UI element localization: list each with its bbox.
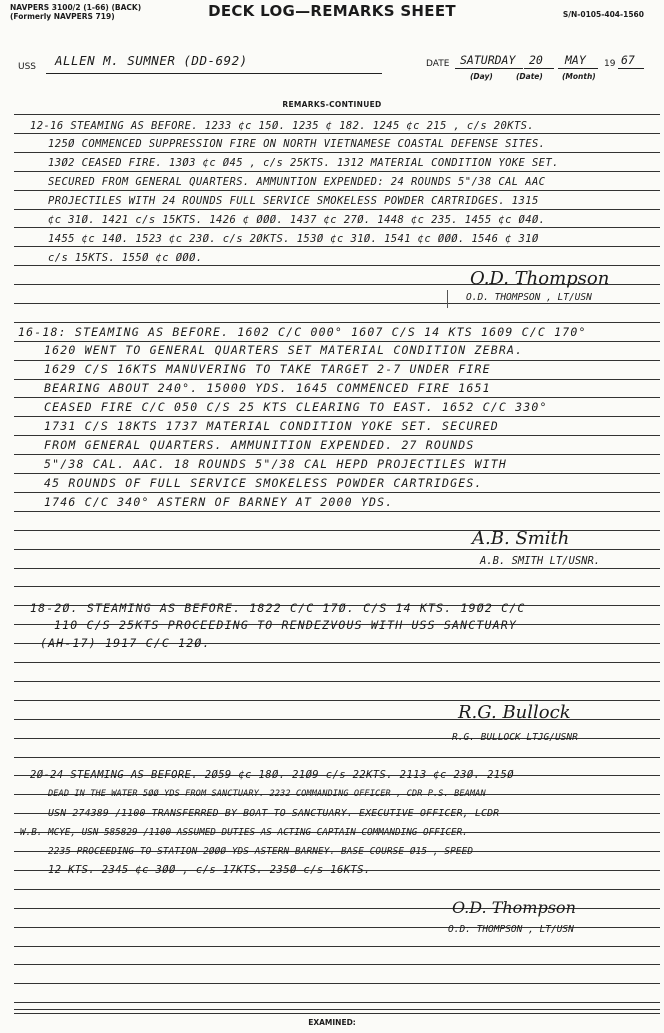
ruled-line	[14, 152, 660, 153]
date-label: DATE	[426, 59, 450, 69]
ship-name: ALLEN M. SUMNER (DD-692)	[55, 53, 248, 68]
entry-line: 110 C/S 25KTS PROCEEDING TO RENDEZVOUS WITH USS SANCTUARY	[54, 618, 518, 632]
signature-mark: O.D. Thompson	[452, 898, 576, 917]
signature-name: A.B. SMITH LT/USNR.	[480, 555, 601, 567]
ruled-line	[14, 511, 660, 512]
date-day: SATURDAY	[460, 53, 516, 67]
entry-line: ¢c 31Ø. 1421 c/s 15KTS. 1426 ¢ ØØØ. 1437 ¢c 27Ø. 1448 ¢c 235. 1455 ¢c Ø4Ø.	[48, 214, 546, 226]
ruled-line	[14, 322, 660, 323]
entry-line: 2Ø-24 STEAMING AS BEFORE. 2Ø59 ¢c 18Ø. 21Ø9 c/s 22KTS. 2113 ¢c 23Ø. 215Ø	[30, 769, 514, 781]
ruled-line	[14, 700, 660, 701]
signature-tick	[447, 290, 448, 308]
entry-line: CEASED FIRE C/C 050 C/S 25 KTS CLEARING TO EAST. 1652 C/C 330°	[44, 400, 548, 414]
form-number: NAVPERS 3100/2 (1-66) (BACK)	[10, 3, 142, 12]
date-day-line	[455, 68, 523, 69]
entry-line: DEAD IN THE WATER 5ØØ YDS FROM SANCTUARY. 2232 COMMANDING OFFICER , CDR P.S. BEAMAN	[48, 789, 486, 799]
ruled-line	[14, 983, 660, 984]
ruled-line	[14, 379, 660, 380]
ruled-line	[14, 473, 660, 474]
ruled-line	[14, 662, 660, 663]
ruled-line	[14, 454, 660, 455]
date-month-line	[558, 68, 598, 69]
entry-line: 1455 ¢c 14Ø. 1523 ¢c 23Ø. c/s 2ØKTS. 153Ø ¢c 31Ø. 1541 ¢c ØØØ. 1546 ¢ 31Ø	[48, 233, 539, 245]
date-year: 67	[621, 53, 635, 67]
date-date: 20	[529, 53, 543, 67]
entry-line: 13Ø2 CEASED FIRE. 13Ø3 ¢c Ø45 , c/s 25KTS. 1312 MATERIAL CONDITION YOKE SET.	[48, 157, 559, 169]
entry-line: 12 KTS. 2345 ¢c 3ØØ , c/s 17KTS. 235Ø c/s 16KTS.	[48, 864, 371, 876]
signature-mark: O.D. Thompson	[470, 268, 610, 289]
entry-line: 1629 C/S 16KTS MANUVERING TO TAKE TARGET 2-7 UNDER FIRE	[44, 362, 491, 376]
date-year-line	[618, 68, 644, 69]
ruled-line	[14, 568, 660, 569]
ruled-line	[14, 341, 660, 342]
entry-line: PROJECTILES WITH 24 ROUNDS FULL SERVICE SMOKELESS POWDER CARTRIDGES. 1315	[48, 195, 539, 207]
signature-name: O.D. THOMPSON , LT/USN	[448, 924, 574, 935]
signature-mark: R.G. Bullock	[458, 702, 571, 723]
ruled-line	[14, 1002, 660, 1003]
signature-mark: A.B. Smith	[472, 528, 570, 549]
ruled-line	[14, 435, 660, 436]
entry-line: 1746 C/C 340° ASTERN OF BARNEY AT 2000 YDS.	[44, 495, 394, 509]
ruled-line	[14, 133, 660, 134]
ruled-line	[14, 586, 660, 587]
date-day-caption: (Day)	[470, 72, 493, 81]
ship-name-line	[46, 73, 382, 74]
entry-line: 16-18: STEAMING AS BEFORE. 1602 C/C 000° 1607 C/S 14 KTS 1609 C/C 170°	[18, 325, 587, 339]
entry-line: 1731 C/S 18KTS 1737 MATERIAL CONDITION YOKE SET. SECURED	[44, 419, 499, 433]
bottom-rule	[14, 1009, 660, 1010]
ruled-line	[14, 964, 660, 965]
ruled-line	[14, 114, 660, 115]
ruled-line	[14, 303, 660, 304]
entry-line: 5"/38 CAL. AAC. 18 ROUNDS 5"/38 CAL HEPD PROJECTILES WITH	[44, 457, 508, 471]
ruled-line	[14, 492, 660, 493]
stock-number: S/N-0105-404-1560	[562, 10, 644, 19]
entry-line: c/s 15KTS. 155Ø ¢c ØØØ.	[48, 252, 203, 264]
entry-line: 12-16 STEAMING AS BEFORE. 1233 ¢c 15Ø. 1235 ¢ 182. 1245 ¢c 215 , c/s 20KTS.	[30, 120, 535, 132]
entry-line: SECURED FROM GENERAL QUARTERS. AMMUNTION EXPENDED: 24 ROUNDS 5"/38 CAL AAC	[48, 176, 546, 188]
date-month: MAY	[565, 53, 586, 67]
ruled-line	[14, 227, 660, 228]
date-date-line	[524, 68, 554, 69]
entry-line: (AH-17) 1917 C/C 12Ø.	[40, 636, 211, 650]
ruled-line	[14, 360, 660, 361]
ruled-line	[14, 549, 660, 550]
date-date-caption: (Date)	[516, 72, 543, 81]
ruled-line	[14, 190, 660, 191]
date-month-caption: (Month)	[562, 72, 596, 81]
ruled-line	[14, 681, 660, 682]
examined-label: EXAMINED:	[308, 1018, 356, 1027]
page-title: DECK LOG—REMARKS SHEET	[208, 2, 456, 20]
ruled-line	[14, 757, 660, 758]
uss-label: USS	[18, 62, 37, 72]
signature-name: O.D. THOMPSON , LT/USN	[466, 292, 592, 303]
entry-line: BEARING ABOUT 240°. 15000 YDS. 1645 COMMENCED FIRE 1651	[44, 381, 491, 395]
entry-line: 45 ROUNDS OF FULL SERVICE SMOKELESS POWDER CARTRIDGES.	[44, 476, 483, 490]
ruled-line	[14, 946, 660, 947]
date-year-prefix: 19	[604, 59, 616, 69]
entry-line: 18-2Ø. STEAMING AS BEFORE. 1822 C/C 17Ø. C/S 14 KTS. 19Ø2 C/C	[30, 601, 526, 615]
entry-line: W.B. MCYE, USN 585829 /1100 ASSUMED DUTIES AS ACTING CAPTAIN COMMANDING OFFICER.	[20, 827, 468, 838]
form-former-number: (Formerly NAVPERS 719)	[10, 12, 115, 21]
ruled-line	[14, 416, 660, 417]
signature-name: R.G. BULLOCK LTJG/USNR	[452, 732, 578, 743]
bottom-rule	[14, 1013, 660, 1014]
entry-line: USN 274389 /1100 TRANSFERRED BY BOAT TO SANCTUARY. EXECUTIVE OFFICER, LCDR	[48, 808, 500, 819]
entry-line: FROM GENERAL QUARTERS. AMMUNITION EXPENDED. 27 ROUNDS	[44, 438, 475, 452]
entry-line: 1620 WENT TO GENERAL QUARTERS SET MATERIAL CONDITION ZEBRA.	[44, 343, 524, 357]
ruled-line	[14, 265, 660, 266]
ruled-line	[14, 889, 660, 890]
ruled-line	[14, 209, 660, 210]
ruled-line	[14, 246, 660, 247]
remarks-heading: REMARKS-CONTINUED	[282, 100, 382, 109]
entry-line: 2235 PROCEEDING TO STATION 2ØØØ YDS ASTERN BARNEY. BASE COURSE Ø15 , SPEED	[48, 846, 474, 857]
ruled-line	[14, 397, 660, 398]
ruled-line	[14, 171, 660, 172]
entry-line: 125Ø COMMENCED SUPPRESSION FIRE ON NORTH VIETNAMESE COASTAL DEFENSE SITES.	[48, 138, 546, 150]
